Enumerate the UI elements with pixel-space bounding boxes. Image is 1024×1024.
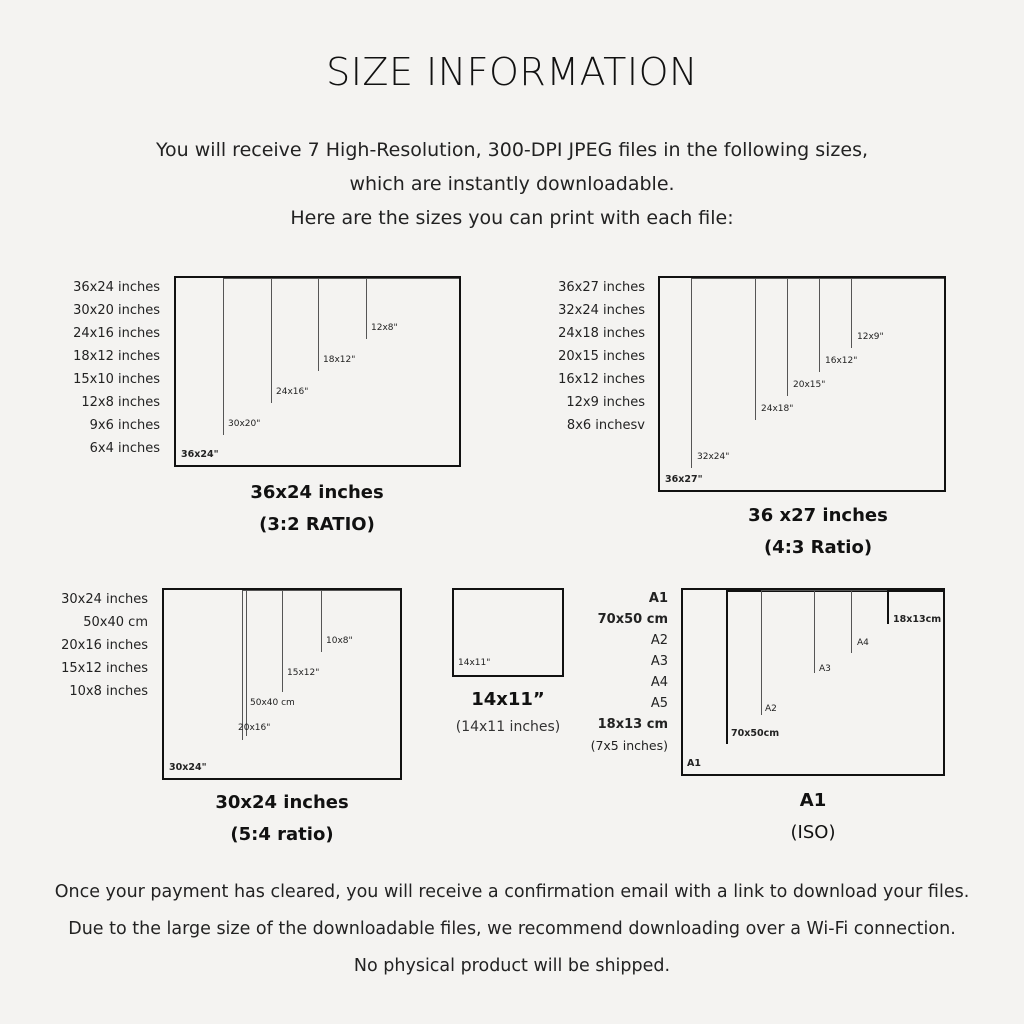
- size-item: A1: [648, 591, 668, 606]
- caption-5x4: [162, 787, 402, 851]
- size-tag: A3: [819, 664, 831, 674]
- size-tag: 24x16": [276, 387, 309, 397]
- size-item: 30x20 inches: [73, 303, 160, 318]
- size-tag: 15x12": [287, 668, 320, 678]
- footer-line: No physical product will be shipped.: [353, 956, 671, 976]
- intro-line: which are instantly downloadable.: [349, 173, 675, 195]
- size-item: A3: [650, 654, 668, 669]
- size-item: 70x50 cm: [597, 612, 668, 627]
- size-item: 18x12 inches: [73, 349, 160, 364]
- intro-line: You will receive 7 High-Resolution, 300-DPI JPEG files in the following sizes,: [155, 139, 869, 161]
- diagram-3x2: [174, 276, 461, 467]
- footer-line: Due to the large size of the downloadable files, we recommend downloading over a Wi-Fi connection.: [68, 919, 956, 939]
- size-tag: 12x8": [371, 323, 398, 333]
- size-tag: 30x24": [169, 762, 207, 773]
- size-item: 12x8 inches: [81, 395, 160, 410]
- size-item: 16x12 inches: [558, 372, 645, 387]
- diagram-5x4: [162, 588, 402, 780]
- footer-line: Once your payment has cleared, you will receive a confirmation email with a link to download your files.: [54, 882, 970, 902]
- size-tag: 14x11": [458, 658, 491, 668]
- size-item: A4: [650, 675, 668, 690]
- caption-3x2: [197, 477, 437, 541]
- size-tag: 10x8": [326, 636, 353, 646]
- size-item: 32x24 inches: [558, 303, 645, 318]
- intro-text: [0, 133, 1024, 235]
- size-item: A2: [650, 633, 668, 648]
- size-list-3x2: [40, 276, 160, 460]
- size-item: 24x16 inches: [73, 326, 160, 341]
- size-item: 15x12 inches: [61, 661, 148, 676]
- size-tag: 32x24": [697, 452, 730, 462]
- size-item: 24x18 inches: [558, 326, 645, 341]
- caption-ratio: (ISO): [790, 822, 836, 843]
- caption-title: 36 x27 inches: [748, 505, 888, 526]
- size-tag: 24x18": [761, 404, 794, 414]
- size-item: (7x5 inches): [590, 738, 668, 753]
- size-tag: 18x13cm: [893, 614, 942, 625]
- size-tag: 30x20": [228, 419, 261, 429]
- size-item: 9x6 inches: [89, 418, 160, 433]
- size-tag: 20x16": [238, 723, 271, 733]
- size-item: 15x10 inches: [73, 372, 160, 387]
- size-item: 36x27 inches: [558, 280, 645, 295]
- size-item: 6x4 inches: [89, 441, 160, 456]
- size-tag: 12x9": [857, 332, 884, 342]
- size-list-iso: [548, 588, 668, 756]
- size-item: 36x24 inches: [73, 280, 160, 295]
- size-tag: A2: [765, 704, 777, 714]
- size-item: 8x6 inchesv: [566, 418, 645, 433]
- size-tag: 36x27": [665, 474, 703, 485]
- caption-title: 36x24 inches: [250, 482, 384, 503]
- size-item: 50x40 cm: [83, 615, 148, 630]
- size-tag: 50x40 cm: [250, 698, 295, 708]
- size-item: 18x13 cm: [597, 717, 668, 732]
- diagram-4x3: [658, 276, 946, 492]
- size-tag: A1: [687, 758, 701, 769]
- size-tag: 70x50cm: [731, 728, 780, 739]
- caption-ratio: (3:2 RATIO): [259, 514, 375, 535]
- size-item: 12x9 inches: [566, 395, 645, 410]
- caption-title: A1: [799, 790, 827, 811]
- intro-line: Here are the sizes you can print with each file:: [290, 207, 734, 229]
- size-item: 10x8 inches: [69, 684, 148, 699]
- caption-ratio: (4:3 Ratio): [763, 537, 873, 558]
- size-list-5x4: [28, 588, 148, 703]
- footer-text: [0, 874, 1024, 985]
- caption-iso: [693, 785, 933, 849]
- size-item: 20x15 inches: [558, 349, 645, 364]
- size-tag: 36x24": [181, 449, 219, 460]
- caption-ratio: (5:4 ratio): [230, 824, 334, 845]
- caption-title: 30x24 inches: [215, 792, 349, 813]
- diagram-iso: [681, 588, 945, 776]
- size-tag: 16x12": [825, 356, 858, 366]
- size-tag: 18x12": [323, 355, 356, 365]
- size-tag: A4: [857, 638, 869, 648]
- page-title: SIZE INFORMATION: [326, 50, 698, 94]
- caption-sub: (14x11 inches): [455, 719, 561, 735]
- size-list-4x3: [525, 276, 645, 437]
- caption-title: 14x11”: [471, 689, 545, 710]
- size-item: 30x24 inches: [61, 592, 148, 607]
- size-item: A5: [650, 696, 668, 711]
- size-tag: 20x15": [793, 380, 826, 390]
- caption-4x3: [698, 500, 938, 564]
- size-item: 20x16 inches: [61, 638, 148, 653]
